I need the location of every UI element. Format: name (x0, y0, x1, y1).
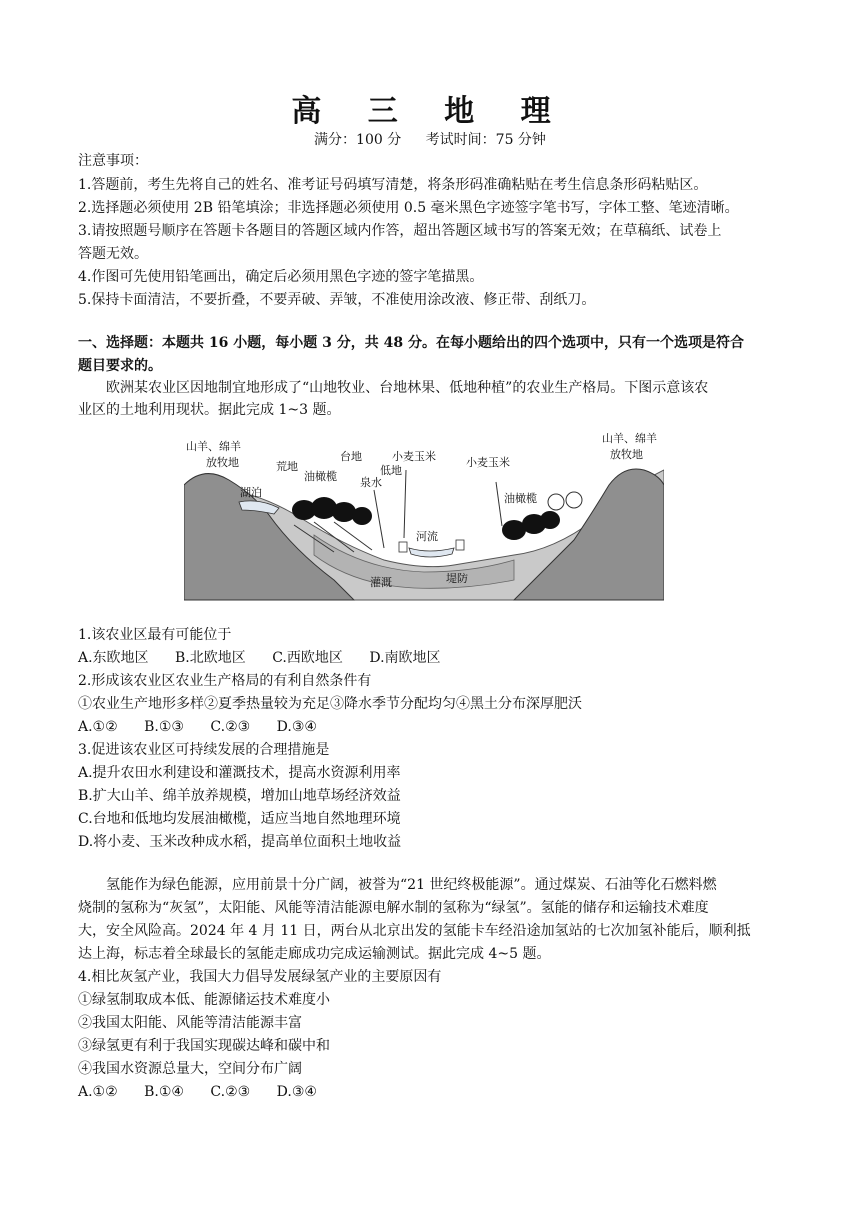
exam-info (0, 129, 860, 149)
label-pasture-right: 放牧地 (610, 448, 643, 461)
option-d[interactable]: D.③④ (276, 719, 317, 735)
label-wasteland: 荒地 (276, 460, 298, 473)
option-a[interactable]: A.提升农田水利建设和灌溉技术，提高水资源利用率 (78, 765, 401, 781)
label-lowland: 低地 (380, 464, 402, 477)
note-item: 3.请按照题号顺序在答题卡各题目的答题区域内作答，超出答题区域书写的答案无效；在草稿纸、试卷上 (78, 223, 722, 239)
page-title: 高 三 地 理 (291, 94, 569, 129)
note-item: 2.选择题必须使用 2B 铅笔填涂；非选择题必须使用 0.5 毫米黑色字迹签字笔书写，字体工整、笔迹清晰。 (78, 200, 739, 216)
question-1-stem: 1.该农业区最有可能位于 (78, 627, 232, 643)
label-olive-right: 油橄榄 (504, 492, 537, 505)
label-dike: 堤防 (446, 572, 468, 585)
option-d[interactable]: D.③④ (276, 1084, 317, 1100)
land-use-figure (184, 430, 664, 608)
option-c[interactable]: C.西欧地区 (272, 650, 343, 666)
question-2-stem: 2.形成该农业区农业生产格局的有利自然条件有 (78, 673, 372, 689)
option-b[interactable]: B.①③ (144, 719, 184, 735)
option-c[interactable]: C.台地和低地均发展油橄榄，适应当地自然地理环境 (78, 811, 401, 827)
label-terrace: 台地 (340, 450, 362, 463)
option-a[interactable]: A.①② (78, 1084, 118, 1100)
label-wheat-corn-right: 小麦玉米 (466, 456, 510, 469)
label-pasture-left: 放牧地 (206, 456, 239, 469)
option-c[interactable]: C.②③ (210, 719, 251, 735)
statement-1: ①绿氢制取成本低、能源储运技术难度小 (78, 992, 330, 1008)
option-b[interactable]: B.北欧地区 (175, 650, 246, 666)
label-olive-left: 油橄榄 (304, 470, 337, 483)
option-d[interactable]: D.南欧地区 (369, 650, 441, 666)
note-item: 答题无效。 (78, 246, 148, 262)
question-2-conditions: ①农业生产地形多样②夏季热量较为充足③降水季节分配均匀④黑土分布深厚肥沃 (78, 696, 582, 712)
label-irrigation: 灌溉 (370, 576, 392, 589)
option-a[interactable]: A.东欧地区 (78, 650, 149, 666)
label-wheat-corn-center: 小麦玉米 (392, 450, 436, 463)
section-heading: 一、选择题：本题共 16 小题，每小题 3 分，共 48 分。在每小题给出的四个选项中，只有一个选项是符合 (78, 335, 744, 351)
option-b[interactable]: B.①④ (144, 1084, 184, 1100)
question-1-options (78, 647, 798, 669)
label-river: 河流 (416, 530, 438, 543)
option-c[interactable]: C.②③ (210, 1084, 251, 1100)
question-3-stem: 3.促进该农业区可持续发展的合理措施是 (78, 742, 330, 758)
question-2-options (78, 716, 798, 738)
passage-text: 业区的土地利用现状。据此完成 1~3 题。 (78, 402, 341, 418)
passage-text: 氢能作为绿色能源，应用前景十分广阔，被誉为“21 世纪终极能源”。通过煤炭、石油等化石燃料燃 (106, 877, 717, 893)
land-use-diagram (184, 430, 664, 608)
statement-2: ②我国太阳能、风能等清洁能源丰富 (78, 1015, 302, 1031)
label-spring: 泉水 (360, 476, 382, 489)
option-b[interactable]: B.扩大山羊、绵羊放养规模，增加山地草场经济效益 (78, 788, 401, 804)
full-score: 满分：100 分 (314, 132, 402, 148)
label-goat-left: 山羊、绵羊 (186, 440, 241, 453)
notes-heading: 注意事项： (78, 153, 148, 169)
note-item: 1.答题前，考生先将自己的姓名、准考证号码填写清楚，将条形码准确粘贴在考生信息条形码粘贴区。 (78, 177, 708, 193)
passage-text: 达上海，标志着全球最长的氢能走廊成功完成运输测试。据此完成 4~5 题。 (78, 946, 551, 962)
option-a[interactable]: A.①② (78, 719, 118, 735)
exam-duration: 考试时间：75 分钟 (425, 132, 546, 148)
passage-text: 欧洲某农业区因地制宜地形成了“山地牧业、台地林果、低地种植”的农业生产格局。下图示意该农 (106, 380, 709, 396)
statement-3: ③绿氢更有利于我国实现碳达峰和碳中和 (78, 1038, 330, 1054)
note-item: 4.作图可先使用铅笔画出，确定后必须用黑色字迹的签字笔描黑。 (78, 269, 484, 285)
passage-text: 烧制的氢称为“灰氢”，太阳能、风能等清洁能源电解水制的氢称为“绿氢”。氢能的储存和运输技术难度 (78, 900, 709, 916)
question-4-stem: 4.相比灰氢产业，我国大力倡导发展绿氢产业的主要原因有 (78, 969, 442, 985)
option-d[interactable]: D.将小麦、玉米改种成水稻，提高单位面积土地收益 (78, 834, 402, 850)
label-lake: 湖泊 (240, 486, 262, 499)
question-4-options (78, 1081, 798, 1103)
passage-text: 大，安全风险高。2024 年 4 月 11 日，两台从北京出发的氢能卡车经沿途加氢站的七次加氢补能后，顺利抵 (78, 923, 751, 939)
note-item: 5.保持卡面清洁，不要折叠，不要弄破、弄皱，不准使用涂改液、修正带、刮纸刀。 (78, 292, 596, 308)
label-goat-right: 山羊、绵羊 (602, 432, 657, 445)
section-heading-cont: 题目要求的。 (78, 358, 162, 374)
statement-4: ④我国水资源总量大，空间分布广阔 (78, 1061, 302, 1077)
